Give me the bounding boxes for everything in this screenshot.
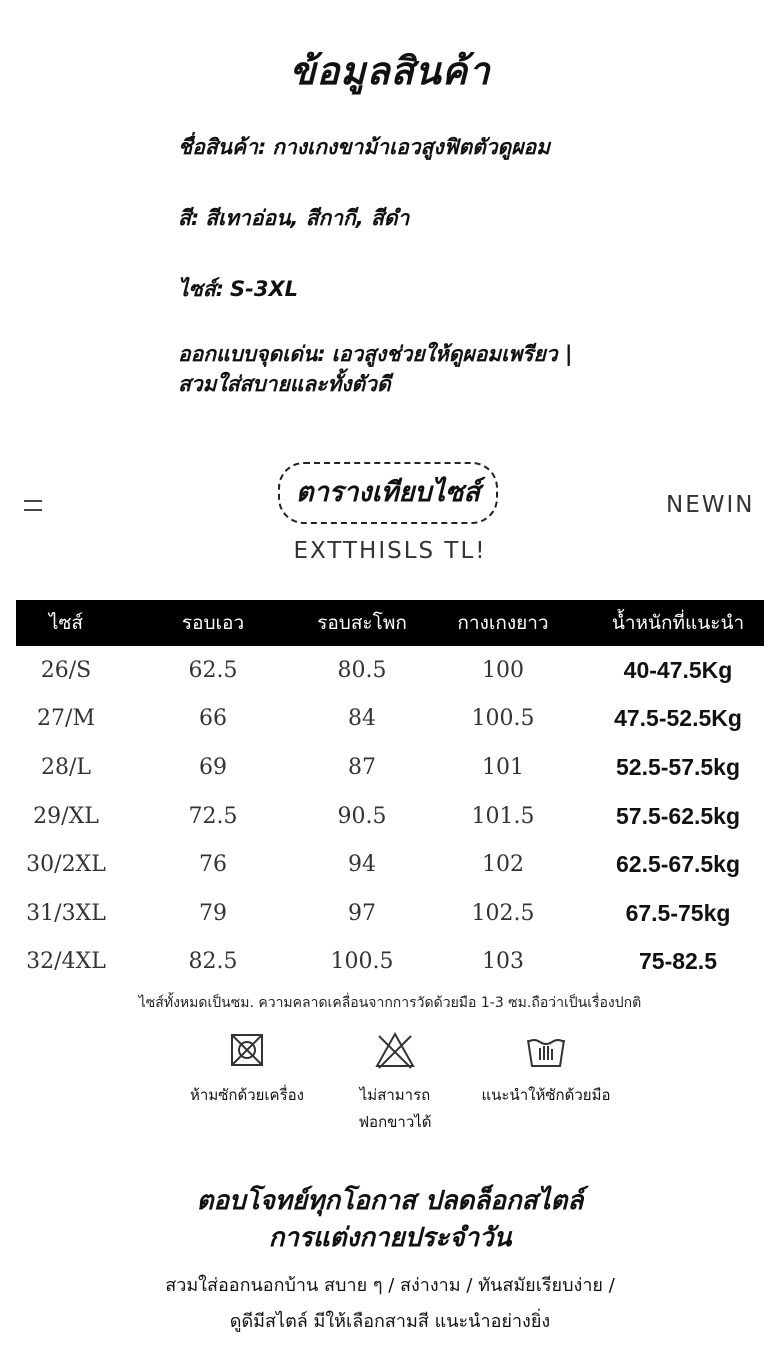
cell-length: 102.5 bbox=[471, 900, 535, 926]
brand-name: NEWIN bbox=[666, 492, 755, 518]
cell-length: 100 bbox=[482, 657, 524, 683]
info-value: สีเทาอ่อน, สีกากี, สีดำ bbox=[205, 206, 410, 230]
cell-length: 103 bbox=[482, 949, 524, 975]
size-chart-badge: ตารางเทียบไซส์ bbox=[278, 462, 498, 524]
cell-weight: 47.5-52.5Kg bbox=[614, 705, 742, 732]
cell-size: 27/M bbox=[37, 706, 95, 732]
cell-waist: 62.5 bbox=[188, 657, 238, 683]
cell-waist: 79 bbox=[199, 900, 227, 926]
header-size: ไซส์ bbox=[48, 612, 84, 634]
table-row bbox=[16, 792, 764, 841]
cell-hip: 97 bbox=[348, 900, 376, 926]
cell-hip: 100.5 bbox=[330, 949, 394, 975]
care-label: ไม่สามารถ ฟอกขาวได้ bbox=[358, 1086, 432, 1131]
cell-hip: 80.5 bbox=[337, 657, 387, 683]
cell-size: 29/XL bbox=[33, 803, 99, 829]
info-line-color bbox=[178, 203, 738, 233]
cell-size: 32/4XL bbox=[26, 949, 106, 975]
cell-waist: 72.5 bbox=[188, 803, 238, 829]
size-chart-subtitle: EXTTHISLS TL! bbox=[293, 538, 487, 564]
header-waist: รอบเอว bbox=[181, 612, 245, 634]
size-table bbox=[16, 600, 764, 986]
info-label: ชื่อสินค้า: bbox=[178, 135, 267, 159]
header-hip: รอบสะโพก bbox=[317, 612, 407, 634]
cell-hip: 87 bbox=[348, 754, 376, 780]
no-machine-wash-icon bbox=[227, 1030, 267, 1070]
cell-length: 101 bbox=[482, 754, 524, 780]
table-row bbox=[16, 695, 764, 744]
no-bleach-icon bbox=[373, 1030, 417, 1070]
care-item-no-machine-wash bbox=[167, 1030, 327, 1109]
description-line-1: สวมใส่ออกนอกบ้าน สบาย ๆ / สง่างาม / ทันสมัยเรียบง่าย / bbox=[165, 1275, 615, 1296]
table-header-row bbox=[16, 600, 764, 646]
cell-size: 30/2XL bbox=[26, 852, 106, 878]
cell-weight: 57.5-62.5kg bbox=[615, 802, 741, 829]
cell-waist: 66 bbox=[199, 706, 227, 732]
cell-weight: 75-82.5 bbox=[638, 948, 717, 975]
care-item-no-bleach bbox=[315, 1030, 475, 1136]
header-length: กางเกงยาว bbox=[457, 612, 549, 634]
info-line-name bbox=[178, 132, 738, 162]
cell-weight: 62.5-67.5kg bbox=[615, 851, 741, 878]
cell-length: 102 bbox=[482, 852, 524, 878]
care-item-hand-wash bbox=[466, 1030, 626, 1109]
info-value: เอวสูงช่วยให้ดูผอมเพรียว | bbox=[331, 342, 573, 366]
info-value: กางเกงขาม้าเอวสูงฟิตตัวดูผอม bbox=[272, 135, 550, 159]
cell-hip: 90.5 bbox=[337, 803, 387, 829]
cell-hip: 94 bbox=[348, 852, 376, 878]
table-row bbox=[16, 840, 764, 889]
cell-size: 28/L bbox=[40, 754, 91, 780]
info-line-feature bbox=[178, 339, 738, 399]
care-label: ห้ามซักด้วยเครื่อง bbox=[190, 1086, 304, 1104]
info-value-line2: สวมใส่สบายและทั้งตัวดี bbox=[178, 372, 391, 396]
product-info-title: ข้อมูลสินค้า bbox=[289, 49, 491, 93]
header-weight: น้ำหนักที่แนะนำ bbox=[611, 612, 745, 634]
cell-weight: 52.5-57.5kg bbox=[615, 753, 741, 780]
cell-waist: 69 bbox=[199, 754, 227, 780]
hand-wash-icon bbox=[524, 1030, 568, 1070]
cell-hip: 84 bbox=[348, 706, 376, 732]
info-line-size bbox=[178, 274, 738, 304]
cell-weight: 40-47.5Kg bbox=[623, 656, 733, 683]
slogan-line-1: ตอบโจทย์ทุกโอกาส ปลดล็อกสไตล์ bbox=[196, 1186, 584, 1216]
table-row bbox=[16, 743, 764, 792]
slogan-line-2: การแต่งกายประจำวัน bbox=[268, 1223, 512, 1253]
measurement-note: ไซส์ทั้งหมดเป็นซม. ความคลาดเคลื่อนจากการวัดด้วยมือ 1-3 ซม.ถือว่าเป็นเรื่องปกติ bbox=[138, 995, 642, 1011]
info-label: สี: bbox=[178, 206, 200, 230]
description-line-2: ดูดีมีสไตล์ มีให้เลือกสามสี แนะนำอย่างยิ่ง bbox=[229, 1311, 551, 1332]
cell-length: 100.5 bbox=[471, 706, 535, 732]
info-label: ไซส์: bbox=[178, 277, 225, 301]
care-label: แนะนำให้ซักด้วยมือ bbox=[481, 1086, 611, 1104]
cell-weight: 67.5-75kg bbox=[625, 899, 731, 926]
cell-waist: 76 bbox=[199, 852, 227, 878]
menu-icon bbox=[24, 500, 42, 518]
table-row bbox=[16, 938, 764, 987]
table-row bbox=[16, 889, 764, 938]
table-row bbox=[16, 646, 764, 695]
info-value: S-3XL bbox=[230, 277, 299, 301]
cell-waist: 82.5 bbox=[188, 949, 238, 975]
cell-length: 101.5 bbox=[471, 803, 535, 829]
cell-size: 26/S bbox=[40, 657, 92, 683]
info-label: ออกแบบจุดเด่น: bbox=[178, 342, 326, 366]
cell-size: 31/3XL bbox=[26, 900, 106, 926]
